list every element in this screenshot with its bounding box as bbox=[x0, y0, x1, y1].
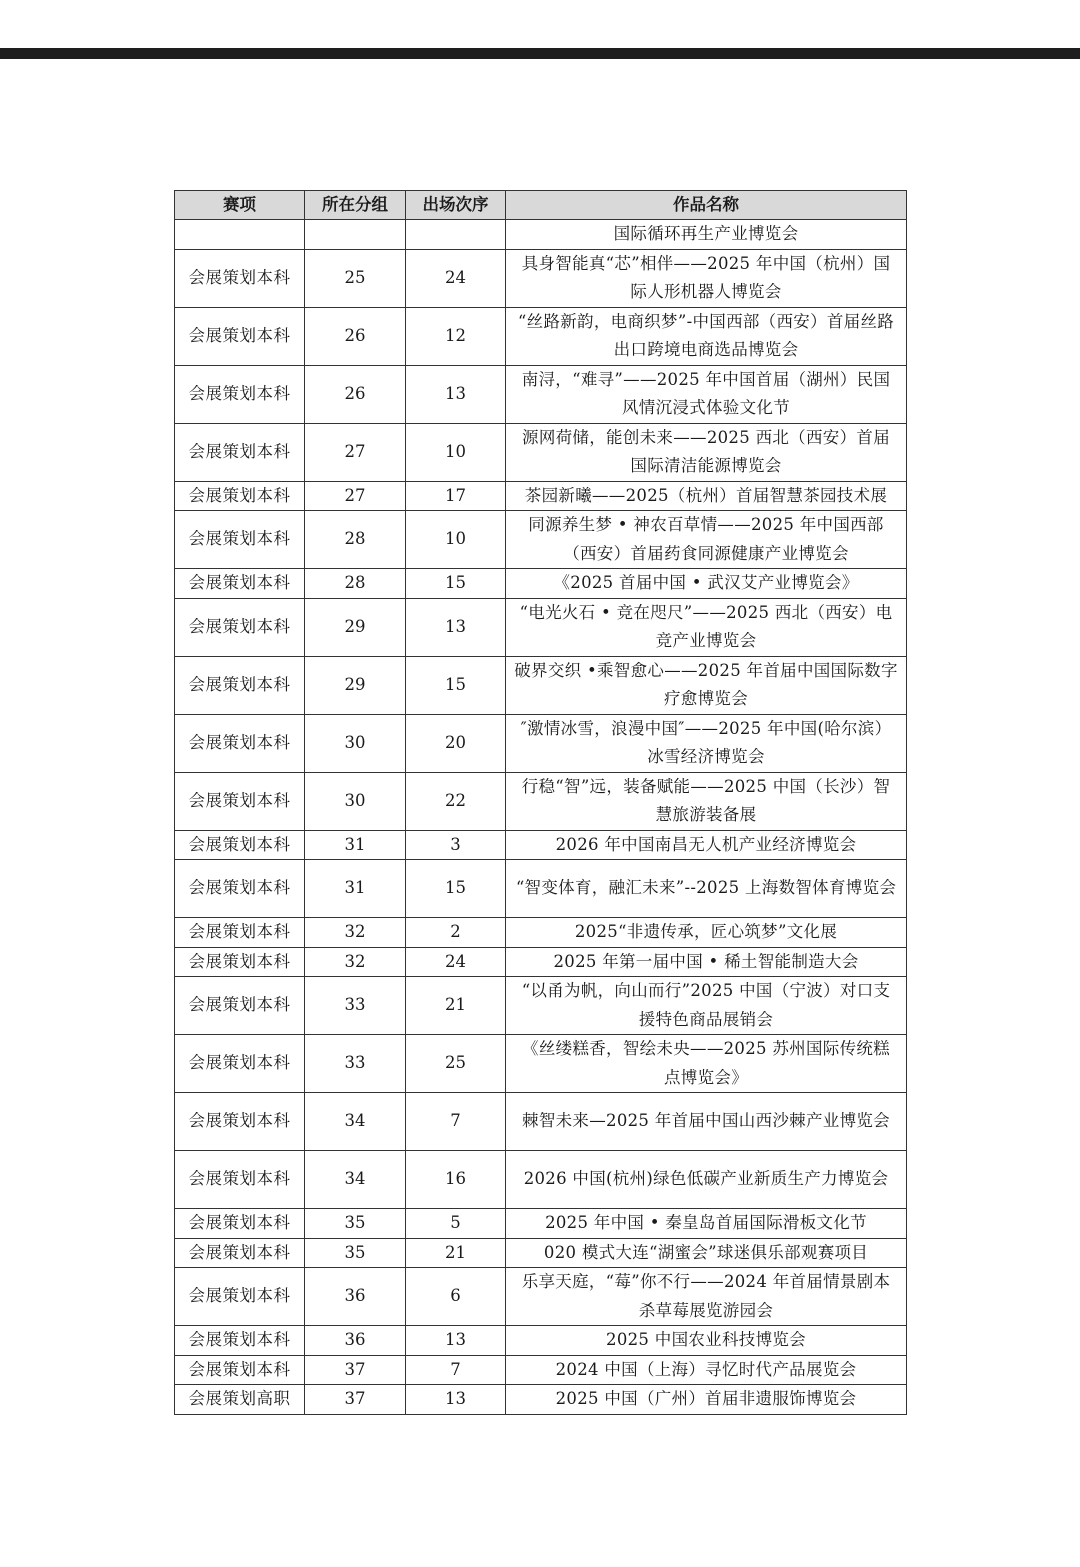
row-order: 5 bbox=[406, 1209, 506, 1239]
row-group: 31 bbox=[305, 860, 406, 918]
row-category: 会展策划本科 bbox=[175, 830, 305, 860]
row-group: 32 bbox=[305, 918, 406, 948]
row-category: 会展策划本科 bbox=[175, 365, 305, 423]
row-title: 破界交织 •乘智愈心——2025 年首届中国国际数字疗愈博览会 bbox=[506, 656, 907, 714]
table-header-row bbox=[175, 191, 907, 220]
row-category: 会展策划本科 bbox=[175, 977, 305, 1035]
table-row bbox=[175, 307, 907, 365]
row-category: 会展策划本科 bbox=[175, 1209, 305, 1239]
row-category: 会展策划本科 bbox=[175, 918, 305, 948]
row-order: 22 bbox=[406, 772, 506, 830]
row-title: 具身智能真“芯”相伴——2025 年中国（杭州）国际人形机器人博览会 bbox=[506, 249, 907, 307]
header-rule bbox=[0, 48, 1080, 59]
row-order: 10 bbox=[406, 423, 506, 481]
row-group: 26 bbox=[305, 307, 406, 365]
table-row bbox=[175, 598, 907, 656]
row-group: 35 bbox=[305, 1209, 406, 1239]
row-category: 会展策划本科 bbox=[175, 481, 305, 511]
table-row bbox=[175, 569, 907, 599]
row-title: 行稳“智”远，装备赋能——2025 中国（长沙）智慧旅游装备展 bbox=[506, 772, 907, 830]
row-category: 会展策划本科 bbox=[175, 307, 305, 365]
row-group bbox=[305, 220, 406, 250]
row-group: 33 bbox=[305, 1035, 406, 1093]
row-order: 10 bbox=[406, 511, 506, 569]
row-order bbox=[406, 220, 506, 250]
table-row bbox=[175, 1093, 907, 1151]
row-title: 020 模式大连“湖蜜会”球迷俱乐部观赛项目 bbox=[506, 1238, 907, 1268]
row-order: 13 bbox=[406, 1326, 506, 1356]
row-group: 34 bbox=[305, 1093, 406, 1151]
header-category: 赛项 bbox=[175, 191, 305, 220]
table-row bbox=[175, 1238, 907, 1268]
row-order: 15 bbox=[406, 656, 506, 714]
table-row bbox=[175, 1151, 907, 1209]
row-order: 7 bbox=[406, 1355, 506, 1385]
table-row bbox=[175, 365, 907, 423]
row-title: 2025 年中国 • 秦皇岛首届国际滑板文化节 bbox=[506, 1209, 907, 1239]
table-body bbox=[175, 220, 907, 1415]
row-group: 30 bbox=[305, 714, 406, 772]
row-category: 会展策划本科 bbox=[175, 1268, 305, 1326]
table-row bbox=[175, 1209, 907, 1239]
row-title: 乐享天庭，“莓”你不行——2024 年首届情景剧本杀草莓展览游园会 bbox=[506, 1268, 907, 1326]
row-group: 32 bbox=[305, 947, 406, 977]
row-title: 《2025 首届中国 • 武汉艾产业博览会》 bbox=[506, 569, 907, 599]
table-row bbox=[175, 511, 907, 569]
row-title: 2026 年中国南昌无人机产业经济博览会 bbox=[506, 830, 907, 860]
row-title: 2024 中国（上海）寻忆时代产品展览会 bbox=[506, 1355, 907, 1385]
row-category: 会展策划本科 bbox=[175, 598, 305, 656]
table-row bbox=[175, 1355, 907, 1385]
row-group: 37 bbox=[305, 1385, 406, 1415]
row-title: 棘智未来—2025 年首届中国山西沙棘产业博览会 bbox=[506, 1093, 907, 1151]
row-title: 2025 中国（广州）首届非遗服饰博览会 bbox=[506, 1385, 907, 1415]
row-order: 21 bbox=[406, 1238, 506, 1268]
row-order: 2 bbox=[406, 918, 506, 948]
row-category: 会展策划本科 bbox=[175, 772, 305, 830]
competition-table bbox=[174, 190, 907, 1415]
row-title: 国际循环再生产业博览会 bbox=[506, 220, 907, 250]
row-title: 《丝缕糕香，智绘未央——2025 苏州国际传统糕点博览会》 bbox=[506, 1035, 907, 1093]
row-order: 24 bbox=[406, 249, 506, 307]
row-order: 6 bbox=[406, 1268, 506, 1326]
row-category: 会展策划本科 bbox=[175, 1151, 305, 1209]
table-row bbox=[175, 830, 907, 860]
row-group: 28 bbox=[305, 569, 406, 599]
row-group: 25 bbox=[305, 249, 406, 307]
header-order: 出场次序 bbox=[406, 191, 506, 220]
row-title: 茶园新曦——2025（杭州）首届智慧茶园技术展 bbox=[506, 481, 907, 511]
row-order: 13 bbox=[406, 365, 506, 423]
row-group: 35 bbox=[305, 1238, 406, 1268]
row-order: 17 bbox=[406, 481, 506, 511]
row-group: 27 bbox=[305, 481, 406, 511]
row-category: 会展策划本科 bbox=[175, 714, 305, 772]
row-group: 28 bbox=[305, 511, 406, 569]
row-title: “丝路新韵，电商织梦”-中国西部（西安）首届丝路出口跨境电商选品博览会 bbox=[506, 307, 907, 365]
row-order: 21 bbox=[406, 977, 506, 1035]
table-row bbox=[175, 249, 907, 307]
row-category: 会展策划本科 bbox=[175, 1355, 305, 1385]
row-title: 同源养生梦 • 神农百草情——2025 年中国西部（西安）首届药食同源健康产业博览会 bbox=[506, 511, 907, 569]
row-group: 29 bbox=[305, 598, 406, 656]
table-row bbox=[175, 1035, 907, 1093]
row-title: “电光火石 • 竞在咫尺”——2025 西北（西安）电竞产业博览会 bbox=[506, 598, 907, 656]
row-category: 会展策划本科 bbox=[175, 947, 305, 977]
page-top-margin bbox=[0, 0, 1080, 48]
row-title: 2025 中国农业科技博览会 bbox=[506, 1326, 907, 1356]
row-title: 源网荷储，能创未来——2025 西北（西安）首届国际清洁能源博览会 bbox=[506, 423, 907, 481]
row-order: 16 bbox=[406, 1151, 506, 1209]
row-category: 会展策划本科 bbox=[175, 569, 305, 599]
table-row bbox=[175, 918, 907, 948]
row-group: 31 bbox=[305, 830, 406, 860]
row-order: 20 bbox=[406, 714, 506, 772]
row-group: 34 bbox=[305, 1151, 406, 1209]
row-title: 2025“非遗传承，匠心筑梦”文化展 bbox=[506, 918, 907, 948]
row-category: 会展策划本科 bbox=[175, 1238, 305, 1268]
row-title: “以甬为帆，向山而行”2025 中国（宁波）对口支援特色商品展销会 bbox=[506, 977, 907, 1035]
table-row bbox=[175, 860, 907, 918]
row-group: 37 bbox=[305, 1355, 406, 1385]
row-category: 会展策划本科 bbox=[175, 511, 305, 569]
table-row bbox=[175, 714, 907, 772]
table-row bbox=[175, 481, 907, 511]
row-category: 会展策划本科 bbox=[175, 1035, 305, 1093]
header-title: 作品名称 bbox=[506, 191, 907, 220]
row-order: 13 bbox=[406, 1385, 506, 1415]
table-row bbox=[175, 772, 907, 830]
table-row bbox=[175, 1326, 907, 1356]
row-order: 15 bbox=[406, 569, 506, 599]
table-row bbox=[175, 1385, 907, 1415]
row-order: 15 bbox=[406, 860, 506, 918]
row-category: 会展策划本科 bbox=[175, 656, 305, 714]
row-order: 25 bbox=[406, 1035, 506, 1093]
row-title: 南浔，“难寻”——2025 年中国首届（湖州）民国风情沉浸式体验文化节 bbox=[506, 365, 907, 423]
row-group: 30 bbox=[305, 772, 406, 830]
row-order: 3 bbox=[406, 830, 506, 860]
row-order: 24 bbox=[406, 947, 506, 977]
row-category bbox=[175, 220, 305, 250]
row-category: 会展策划本科 bbox=[175, 860, 305, 918]
table-row bbox=[175, 656, 907, 714]
row-group: 27 bbox=[305, 423, 406, 481]
row-group: 29 bbox=[305, 656, 406, 714]
header-group: 所在分组 bbox=[305, 191, 406, 220]
table-row bbox=[175, 423, 907, 481]
row-category: 会展策划本科 bbox=[175, 249, 305, 307]
row-category: 会展策划高职 bbox=[175, 1385, 305, 1415]
row-title: ″激情冰雪，浪漫中国″——2025 年中国(哈尔滨）冰雪经济博览会 bbox=[506, 714, 907, 772]
row-order: 12 bbox=[406, 307, 506, 365]
row-group: 36 bbox=[305, 1326, 406, 1356]
row-category: 会展策划本科 bbox=[175, 1093, 305, 1151]
row-order: 7 bbox=[406, 1093, 506, 1151]
row-category: 会展策划本科 bbox=[175, 423, 305, 481]
table-row bbox=[175, 977, 907, 1035]
row-title: “智变体育，融汇未来”--2025 上海数智体育博览会 bbox=[506, 860, 907, 918]
row-title: 2025 年第一届中国 • 稀土智能制造大会 bbox=[506, 947, 907, 977]
table-row bbox=[175, 220, 907, 250]
table-row bbox=[175, 947, 907, 977]
row-order: 13 bbox=[406, 598, 506, 656]
table-row bbox=[175, 1268, 907, 1326]
row-group: 26 bbox=[305, 365, 406, 423]
row-group: 33 bbox=[305, 977, 406, 1035]
row-title: 2026 中国(杭州)绿色低碳产业新质生产力博览会 bbox=[506, 1151, 907, 1209]
row-group: 36 bbox=[305, 1268, 406, 1326]
row-category: 会展策划本科 bbox=[175, 1326, 305, 1356]
